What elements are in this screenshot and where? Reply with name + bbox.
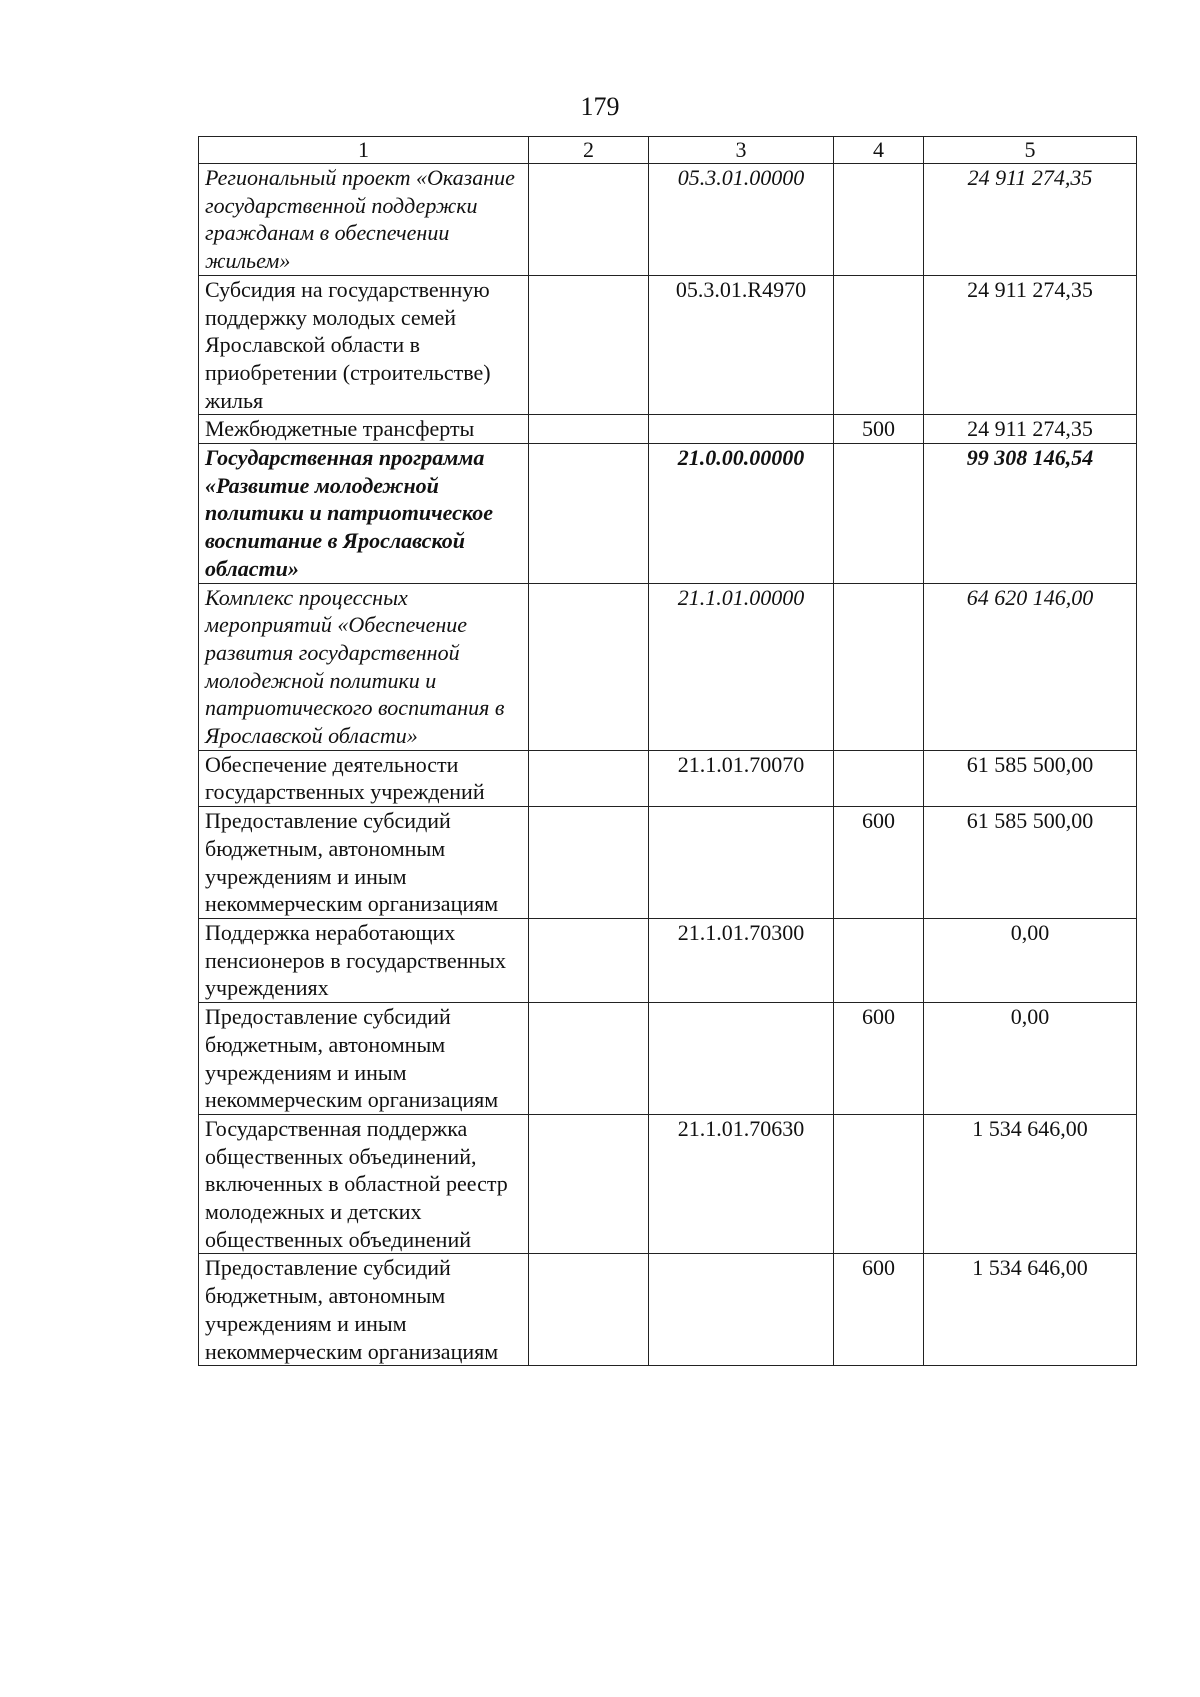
table-row <box>199 275 1137 415</box>
row-type: 600 <box>834 1254 924 1366</box>
row-name: Предоставление субсидий бюджетным, автономным учреждениям и иным некоммерческим организациям <box>199 1254 529 1366</box>
row-code: 21.1.01.70070 <box>649 750 834 806</box>
budget-table <box>198 136 1137 1366</box>
table-row <box>199 750 1137 806</box>
row-code <box>649 1003 834 1115</box>
table-row <box>199 807 1137 919</box>
table-header-row <box>199 137 1137 164</box>
row-type: 600 <box>834 1003 924 1115</box>
row-amount: 0,00 <box>924 1003 1137 1115</box>
row-amount: 24 911 274,35 <box>924 415 1137 444</box>
row-code: 21.1.01.70300 <box>649 918 834 1002</box>
row-type: 500 <box>834 415 924 444</box>
table-row <box>199 164 1137 276</box>
row-type <box>834 1114 924 1254</box>
table-row <box>199 1254 1137 1366</box>
row-name: Государственная программа «Развитие молодежной политики и патриотическое воспитание в Ярославской области» <box>199 444 529 584</box>
row-type: 600 <box>834 807 924 919</box>
row-amount: 61 585 500,00 <box>924 807 1137 919</box>
column-header-4: 4 <box>834 137 924 164</box>
row-name: Государственная поддержка общественных объединений, включенных в областной реестр молодежных и детских общественных объединений <box>199 1114 529 1254</box>
table-row <box>199 1114 1137 1254</box>
row-amount: 1 534 646,00 <box>924 1254 1137 1366</box>
row-amount: 64 620 146,00 <box>924 583 1137 750</box>
table-row <box>199 415 1137 444</box>
row-code: 21.1.01.00000 <box>649 583 834 750</box>
row-code <box>649 415 834 444</box>
row-type <box>834 583 924 750</box>
table-row <box>199 1003 1137 1115</box>
page-number: 179 <box>580 92 620 121</box>
row-type <box>834 918 924 1002</box>
row-col2 <box>529 1003 649 1115</box>
row-name: Поддержка неработающих пенсионеров в государственных учреждениях <box>199 918 529 1002</box>
row-amount: 1 534 646,00 <box>924 1114 1137 1254</box>
row-amount: 99 308 146,54 <box>924 444 1137 584</box>
row-code: 21.0.00.00000 <box>649 444 834 584</box>
row-col2 <box>529 444 649 584</box>
row-type <box>834 750 924 806</box>
column-header-1: 1 <box>199 137 529 164</box>
row-col2 <box>529 1114 649 1254</box>
row-col2 <box>529 583 649 750</box>
row-amount: 61 585 500,00 <box>924 750 1137 806</box>
row-name: Предоставление субсидий бюджетным, автономным учреждениям и иным некоммерческим организациям <box>199 1003 529 1115</box>
row-col2 <box>529 275 649 415</box>
row-type <box>834 275 924 415</box>
row-col2 <box>529 1254 649 1366</box>
table-row <box>199 918 1137 1002</box>
row-name: Предоставление субсидий бюджетным, автономным учреждениям и иным некоммерческим организациям <box>199 807 529 919</box>
row-amount: 0,00 <box>924 918 1137 1002</box>
column-header-5: 5 <box>924 137 1137 164</box>
row-name: Межбюджетные трансферты <box>199 415 529 444</box>
column-header-3: 3 <box>649 137 834 164</box>
row-type <box>834 444 924 584</box>
row-amount: 24 911 274,35 <box>924 275 1137 415</box>
table-row <box>199 583 1137 750</box>
row-code: 21.1.01.70630 <box>649 1114 834 1254</box>
table-row <box>199 444 1137 584</box>
row-name: Субсидия на государственную поддержку молодых семей Ярославской области в приобретении (строительстве) жилья <box>199 275 529 415</box>
row-col2 <box>529 807 649 919</box>
row-col2 <box>529 415 649 444</box>
row-code <box>649 807 834 919</box>
row-col2 <box>529 164 649 276</box>
row-name: Региональный проект «Оказание государственной поддержки гражданам в обеспечении жильем» <box>199 164 529 276</box>
row-col2 <box>529 750 649 806</box>
row-amount: 24 911 274,35 <box>924 164 1137 276</box>
row-name: Комплекс процессных мероприятий «Обеспечение развития государственной молодежной политики и патриотического воспитания в Ярославской области» <box>199 583 529 750</box>
row-code: 05.3.01.00000 <box>649 164 834 276</box>
row-type <box>834 164 924 276</box>
row-name: Обеспечение деятельности государственных учреждений <box>199 750 529 806</box>
row-col2 <box>529 918 649 1002</box>
row-code <box>649 1254 834 1366</box>
column-header-2: 2 <box>529 137 649 164</box>
row-code: 05.3.01.R4970 <box>649 275 834 415</box>
